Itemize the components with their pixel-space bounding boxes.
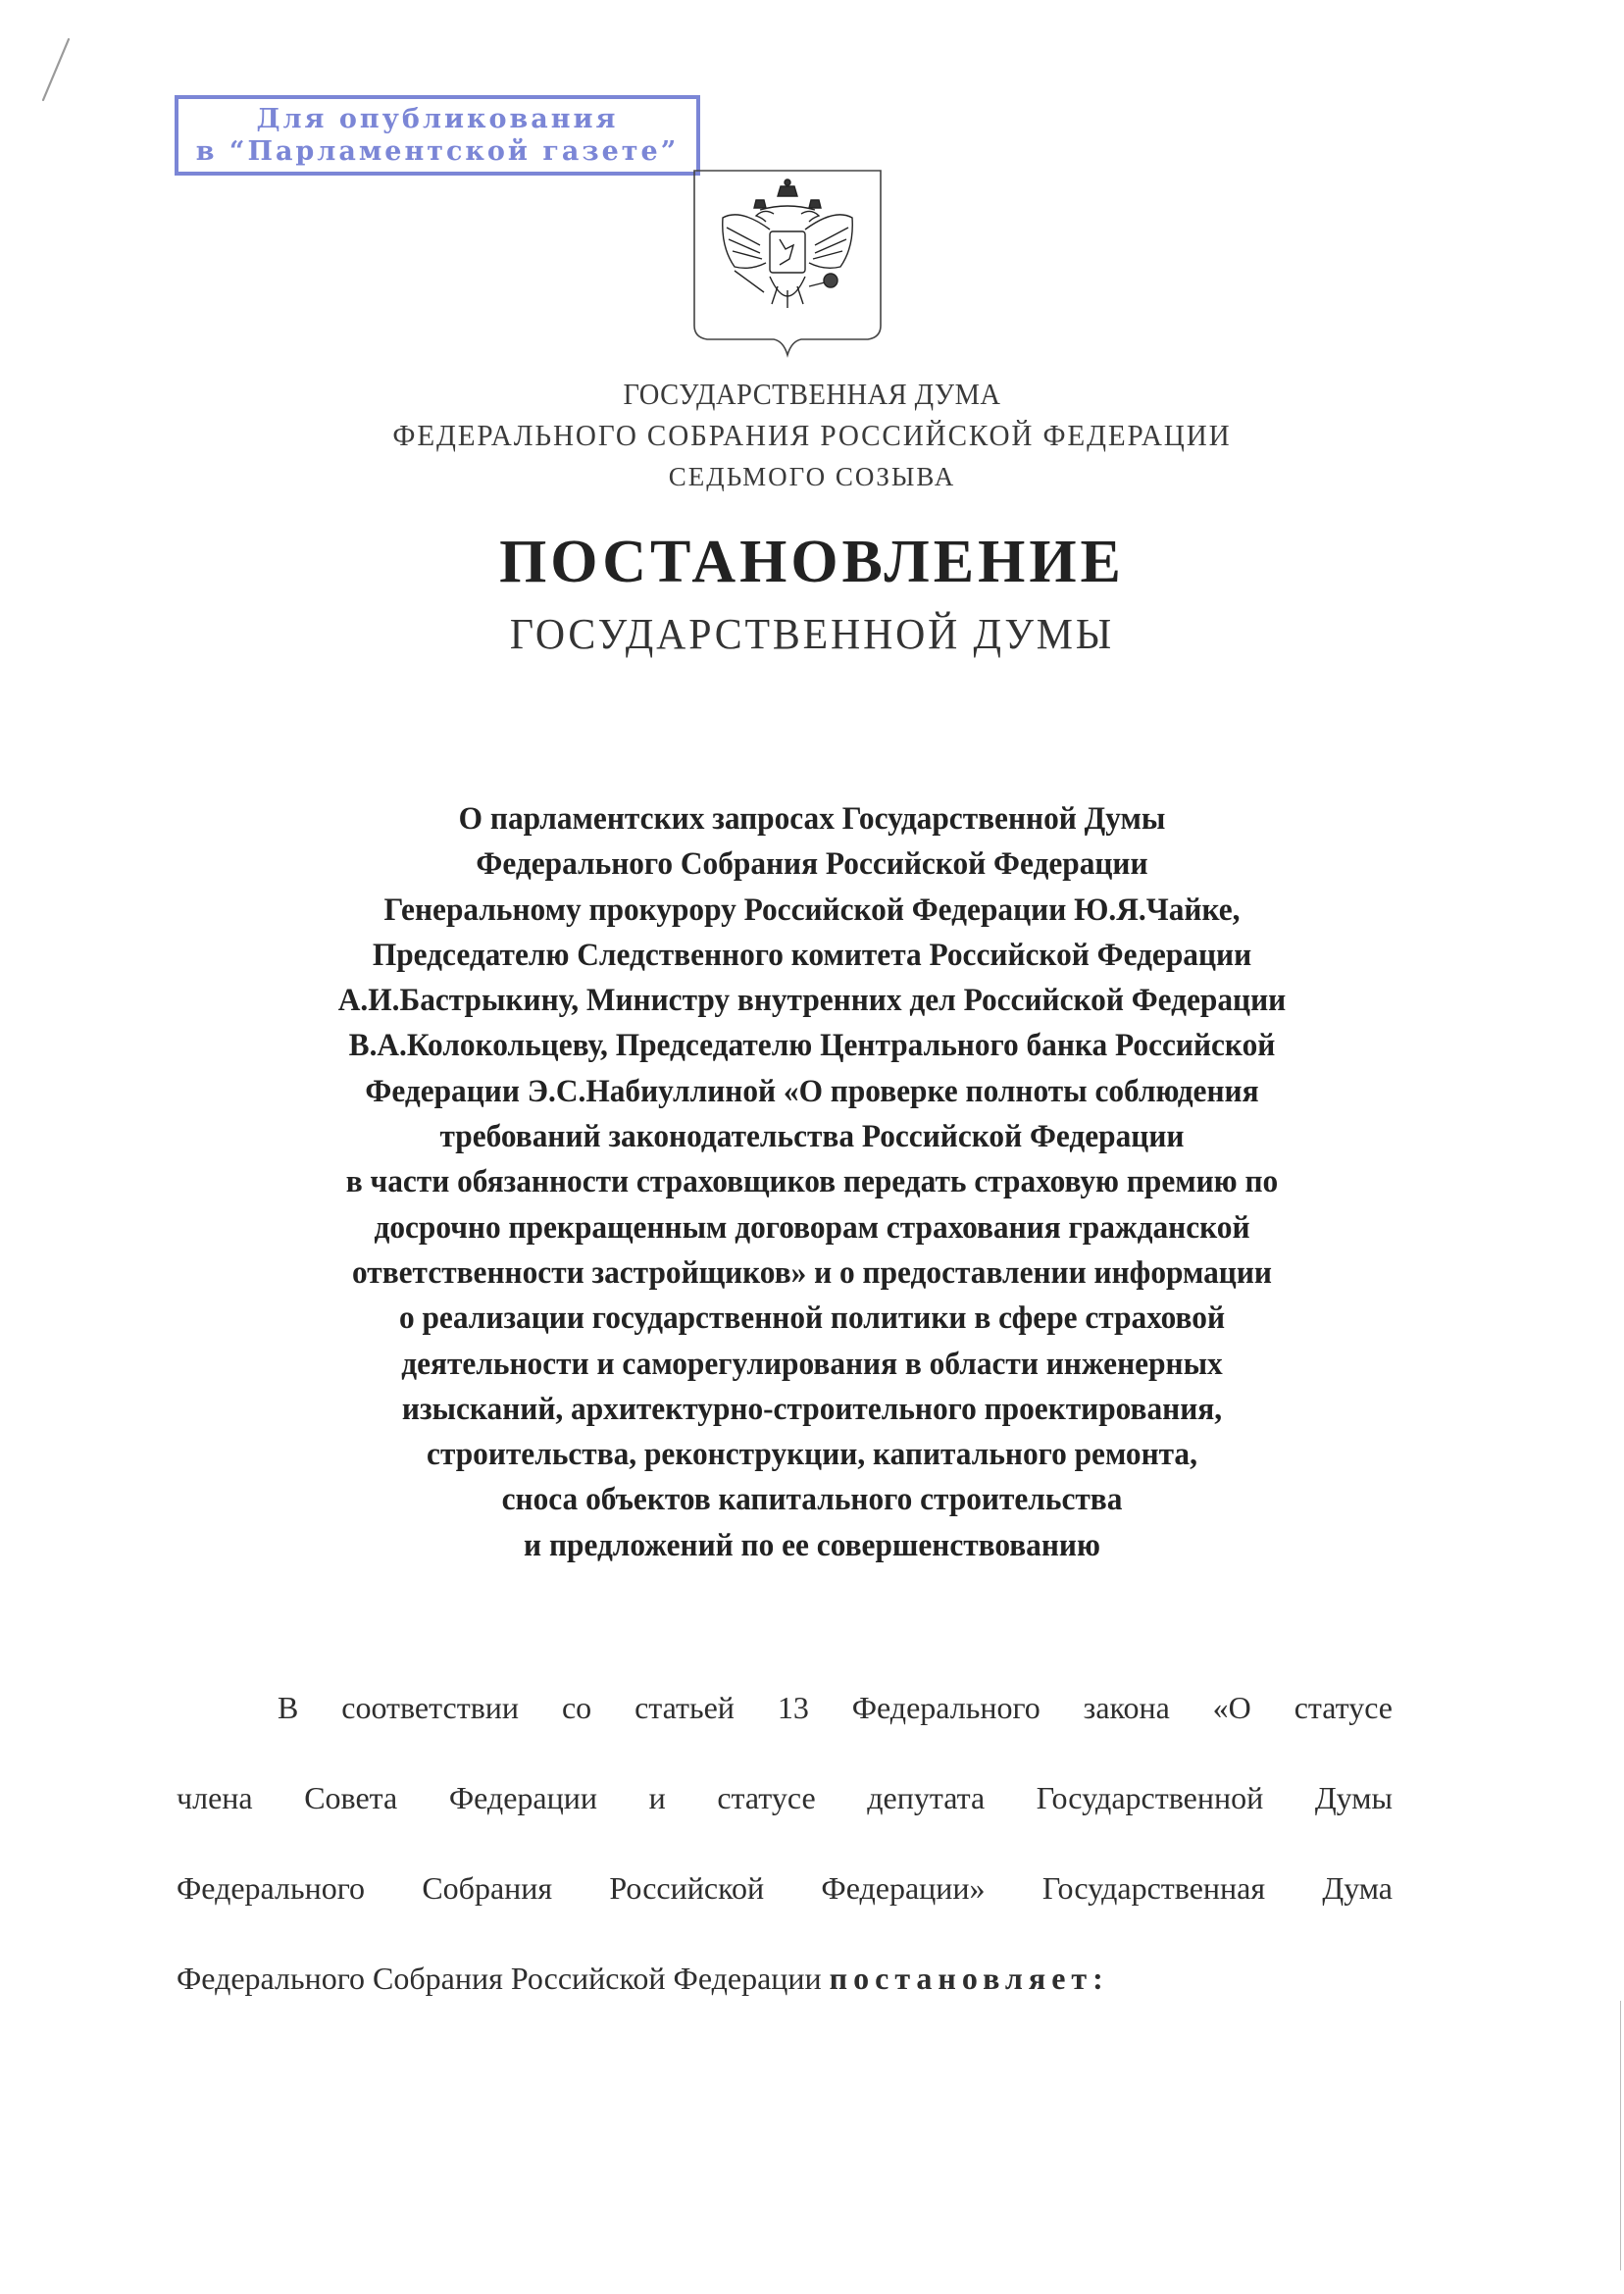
title-line: Председателю Следственного комитета Российской Федерации [372,937,1252,973]
document-issuer: ГОСУДАРСТВЕННОЙ ДУМЫ [509,610,1115,658]
scan-edge [1620,2001,1621,2270]
body-line: В соответствии со статьей 13 Федерального закона «О статусе [278,1690,1393,1725]
title-line: А.И.Бастрыкину, Министру внутренних дел Российской Федерации [337,983,1287,1019]
title-line: требований законодательства Российской Федерации [439,1119,1185,1155]
body-line: члена Совета Федерации и статусе депутата Государственной Думы [177,1780,1393,1815]
org-name-line-2: ФЕДЕРАЛЬНОГО СОБРАНИЯ РОССИЙСКОЙ ФЕДЕРАЦИИ [392,418,1232,452]
title-line: строительства, реконструкции, капитального ремонта, [427,1437,1197,1473]
title-line: В.А.Колокольцеву, Председателю Центрального банка Российской [348,1028,1276,1064]
stamp-line-1: Для опубликования [256,104,619,134]
coat-of-arms-icon [691,169,884,370]
document-type: ПОСТАНОВЛЕНИЕ [499,529,1125,595]
document-title [0,796,1624,1568]
title-line: ответственности застройщиков» и о предоставлении информации [352,1254,1272,1291]
title-line: изысканий, архитектурно-строительного проектирования, [401,1391,1223,1427]
body-line: Федерального Собрания Российской Федерации [177,1961,822,1996]
resolves-word: постановляет: [829,1961,1109,1996]
title-line: деятельности и саморегулирования в области инженерных [401,1346,1223,1382]
title-line: в части обязанности страховщиков передать страховую премию по [345,1164,1279,1200]
org-name-line-1: ГОСУДАРСТВЕННАЯ ДУМА [623,377,1001,411]
title-line: О парламентских запросах Государственной Думы [458,801,1166,837]
body-paragraph [177,1684,1393,2045]
title-line: Федерального Собрания Российской Федерации [476,846,1148,883]
title-line: досрочно прекращенным договорам страхования гражданской [374,1209,1250,1246]
stamp-line-2: в “Парламентской газете” [195,136,680,167]
title-line: Генеральному прокурору Российской Федерации Ю.Я.Чайке, [383,892,1241,928]
publication-stamp [175,95,700,176]
title-line: сноса объектов капитального строительства [501,1482,1123,1518]
pencil-mark [41,37,71,104]
title-line: Федерации Э.С.Набиуллиной «О проверке полноты соблюдения [365,1073,1259,1109]
body-line-final [177,1955,1393,2045]
title-line: и предложений по ее совершенствованию [524,1527,1100,1563]
body-line: Федерального Собрания Российской Федерации» Государственная Дума [177,1870,1393,1906]
title-line: о реализации государственной политики в сфере страховой [398,1300,1226,1337]
convocation: СЕДЬМОГО СОЗЫВА [668,462,956,491]
